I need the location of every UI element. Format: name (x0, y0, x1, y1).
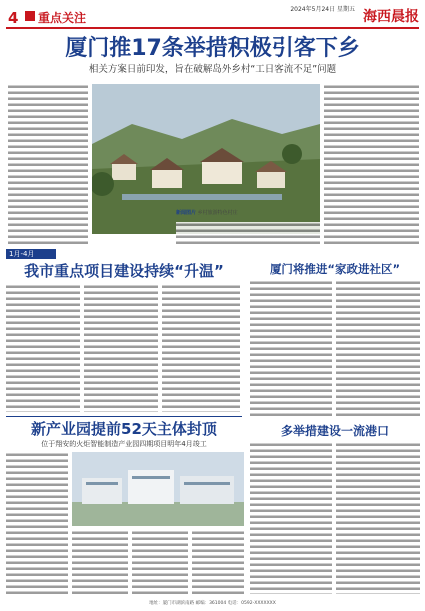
section-marker-icon (25, 11, 35, 21)
page-number: 4 (8, 9, 19, 27)
story4-body-col-2 (72, 530, 128, 594)
story4-rule (6, 416, 242, 417)
story2-body-col-2 (84, 284, 158, 412)
story3-body-col-1 (250, 280, 332, 418)
section-name: 重点关注 (38, 11, 87, 25)
story2-headline: 我市重点项目建设持续“升温” (24, 262, 224, 280)
masthead-rule (6, 27, 419, 29)
story4-body-col-1 (6, 452, 68, 594)
lead-headline: 厦门推17条举措积极引客下乡 (65, 36, 360, 61)
story5-headline: 多举措建设一流港口 (280, 424, 389, 438)
story5-body-col-2 (336, 442, 420, 594)
newspaper-logo: 海西晨报 (363, 9, 419, 25)
lead-body-col-5 (324, 84, 419, 244)
issue-date: 2024年5月24日 星期五 (290, 6, 355, 13)
industrial-park-illustration (72, 452, 244, 526)
story4-photo (72, 452, 244, 526)
story4-headline: 新产业园提前52天主体封顶 (31, 420, 217, 438)
story2-body-col-3 (162, 284, 240, 412)
lead-photo-caption: 新闻图片 乡村旅游特色村庄 (176, 210, 238, 216)
masthead (0, 0, 425, 40)
date-line (265, 6, 355, 14)
story3-headline: 厦门将推进“家政进社区” (269, 262, 401, 276)
story2-tag: 1月-4月 (6, 249, 56, 259)
lead-subhead: 相关方案日前印发，旨在破解岛外乡村“工日客流不足”问题 (88, 64, 337, 75)
story4-body-col-3 (132, 530, 188, 594)
story5-body-col-1 (250, 442, 332, 594)
lead-body-col-1 (8, 84, 88, 244)
page-footer: 地址：厦门市湖滨南路 邮编：361004 电话：0592-XXXXXXX (149, 601, 276, 606)
story2-body-col-1 (6, 284, 80, 412)
story4-subhead: 位于翔安的火炬智能制造产业园四期项目明年4月竣工 (41, 440, 207, 448)
story4-body-col-4 (192, 530, 244, 594)
lead-body-col-4 (176, 222, 320, 244)
story3-body-col-2 (336, 280, 420, 418)
